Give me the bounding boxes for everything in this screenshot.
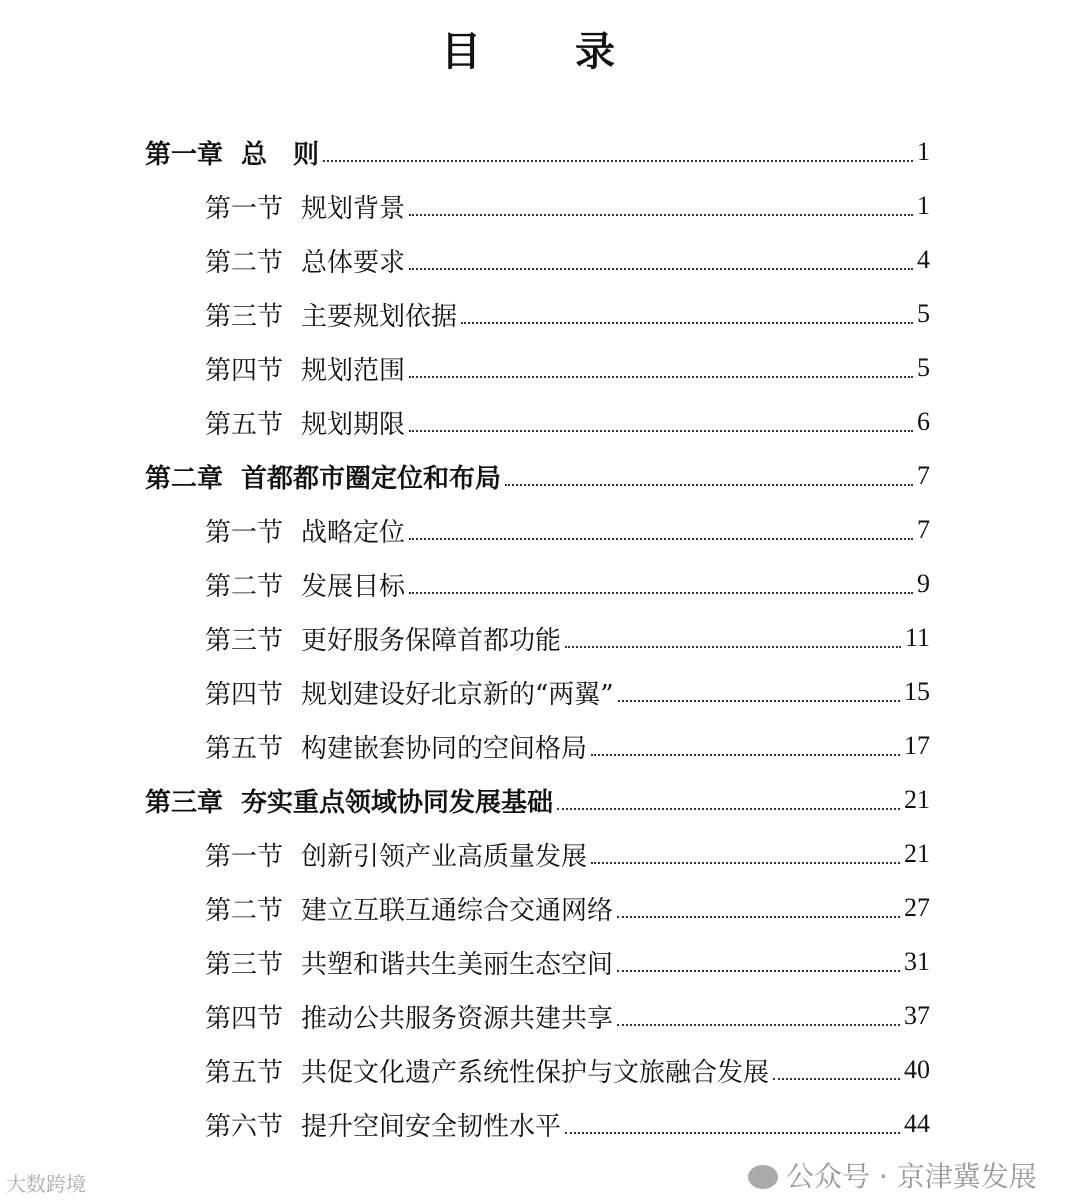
dot-leader	[617, 916, 900, 918]
entry-title: 总体要求	[301, 247, 406, 278]
toc-section-entry[interactable]	[205, 233, 930, 287]
entry-title: 规划范围	[301, 355, 406, 386]
entry-page-number: 17	[904, 731, 930, 760]
entry-number: 第二节	[205, 895, 284, 926]
entry-label	[205, 836, 587, 873]
entry-page-number: 5	[917, 299, 930, 328]
wechat-icon	[748, 1165, 778, 1189]
dot-leader	[409, 430, 913, 432]
entry-title: 提升空间安全韧性水平	[301, 1111, 562, 1142]
entry-number: 第三节	[205, 301, 284, 332]
dot-leader	[409, 268, 913, 270]
entry-page-number: 40	[904, 1055, 930, 1084]
toc-section-entry[interactable]	[205, 557, 930, 611]
entry-number: 第三节	[205, 949, 284, 980]
entry-label	[205, 1052, 769, 1089]
entry-number: 第三章	[145, 787, 224, 818]
entry-page-number: 31	[904, 947, 930, 976]
toc-section-entry[interactable]	[205, 341, 930, 395]
entry-page-number: 37	[904, 1001, 930, 1030]
toc-section-entry[interactable]	[205, 179, 930, 233]
entry-page-number: 21	[904, 839, 930, 868]
entry-page-number: 1	[917, 137, 930, 166]
entry-label	[205, 404, 405, 441]
toc-section-entry[interactable]	[205, 827, 930, 881]
dot-leader	[409, 376, 913, 378]
dot-leader	[409, 538, 913, 540]
entry-title: 共塑和谐共生美丽生态空间	[301, 949, 614, 980]
entry-page-number: 7	[917, 515, 930, 544]
entry-label	[205, 242, 405, 279]
wechat-watermark	[748, 1160, 1037, 1194]
entry-number: 第四节	[205, 355, 284, 386]
entry-title: 推动公共服务资源共建共享	[301, 1003, 614, 1034]
dot-leader	[773, 1078, 900, 1080]
entry-label	[205, 998, 613, 1035]
entry-label	[205, 512, 405, 549]
entry-number: 第二节	[205, 247, 284, 278]
entry-page-number: 9	[917, 569, 930, 598]
corner-watermark: 大数跨境	[6, 1172, 86, 1196]
entry-number: 第五节	[205, 733, 284, 764]
entry-title: 总 则	[241, 139, 320, 170]
entry-title: 建立互联互通综合交通网络	[301, 895, 614, 926]
entry-title: 主要规划依据	[301, 301, 458, 332]
entry-number: 第一节	[205, 517, 284, 548]
entry-title: 发展目标	[301, 571, 406, 602]
entry-number: 第五节	[205, 409, 284, 440]
toc-section-entry[interactable]	[205, 611, 930, 665]
toc-section-entry[interactable]	[205, 881, 930, 935]
toc-section-entry[interactable]	[205, 665, 930, 719]
dot-leader	[323, 160, 913, 162]
toc-section-entry[interactable]	[205, 287, 930, 341]
entry-label	[205, 188, 405, 225]
dot-leader	[505, 484, 913, 486]
entry-title: 规划背景	[301, 193, 406, 224]
toc-chapter-entry[interactable]	[145, 773, 930, 827]
toc-section-entry[interactable]	[205, 503, 930, 557]
page-title: 目 录	[441, 28, 655, 75]
entry-page-number: 4	[917, 245, 930, 274]
entry-label	[205, 620, 561, 657]
dot-leader	[565, 1132, 900, 1134]
entry-label	[205, 566, 405, 603]
dot-leader	[617, 970, 900, 972]
entry-page-number: 44	[904, 1109, 930, 1138]
dot-leader	[409, 214, 913, 216]
entry-page-number: 6	[917, 407, 930, 436]
entry-number: 第一节	[205, 193, 284, 224]
entry-title: 更好服务保障首都功能	[301, 625, 562, 656]
dot-leader	[565, 646, 901, 648]
entry-title: 共促文化遗产系统性保护与文旅融合发展	[301, 1057, 770, 1088]
toc-section-entry[interactable]	[205, 1097, 930, 1151]
entry-title: 首都都市圈定位和布局	[241, 463, 502, 494]
dot-leader	[617, 1024, 900, 1026]
entry-page-number: 21	[904, 785, 930, 814]
dot-leader	[591, 862, 900, 864]
dot-leader	[618, 700, 900, 702]
entry-label	[205, 728, 587, 765]
entry-number: 第五节	[205, 1057, 284, 1088]
entry-label	[145, 134, 319, 171]
entry-number: 第二章	[145, 463, 224, 494]
toc-section-entry[interactable]	[205, 1043, 930, 1097]
entry-number: 第一节	[205, 841, 284, 872]
entry-label	[205, 890, 613, 927]
entry-title: 夯实重点领域协同发展基础	[241, 787, 554, 818]
entry-page-number: 5	[917, 353, 930, 382]
toc-chapter-entry[interactable]	[145, 449, 930, 503]
entry-title: 构建嵌套协同的空间格局	[301, 733, 588, 764]
entry-label	[205, 674, 614, 711]
toc-chapter-entry[interactable]	[145, 125, 930, 179]
dot-leader	[591, 754, 900, 756]
toc-section-entry[interactable]	[205, 719, 930, 773]
entry-title: 规划期限	[301, 409, 406, 440]
toc-section-entry[interactable]	[205, 395, 930, 449]
entry-label	[205, 944, 613, 981]
entry-label	[145, 458, 501, 495]
entry-number: 第三节	[205, 625, 284, 656]
entry-page-number: 15	[904, 677, 930, 706]
entry-number: 第二节	[205, 571, 284, 602]
dot-leader	[409, 592, 913, 594]
dot-leader	[557, 808, 900, 810]
toc-section-entry[interactable]	[205, 935, 930, 989]
entry-title: 规划建设好北京新的“两翼”	[301, 679, 614, 710]
entry-page-number: 11	[904, 623, 930, 652]
entry-number: 第六节	[205, 1111, 284, 1142]
entry-page-number: 27	[904, 893, 930, 922]
entry-title: 战略定位	[301, 517, 406, 548]
dot-leader	[461, 322, 913, 324]
entry-page-number: 1	[917, 191, 930, 220]
entry-title: 创新引领产业高质量发展	[301, 841, 588, 872]
entry-label	[205, 296, 457, 333]
entry-page-number: 7	[917, 461, 930, 490]
entry-label	[205, 350, 405, 387]
entry-number: 第一章	[145, 139, 224, 170]
wechat-watermark-text: 公众号 · 京津冀发展	[786, 1160, 1037, 1193]
entry-label	[145, 782, 553, 819]
entry-label	[205, 1106, 561, 1143]
entry-number: 第四节	[205, 1003, 284, 1034]
entry-number: 第四节	[205, 679, 284, 710]
toc-section-entry[interactable]	[205, 989, 930, 1043]
